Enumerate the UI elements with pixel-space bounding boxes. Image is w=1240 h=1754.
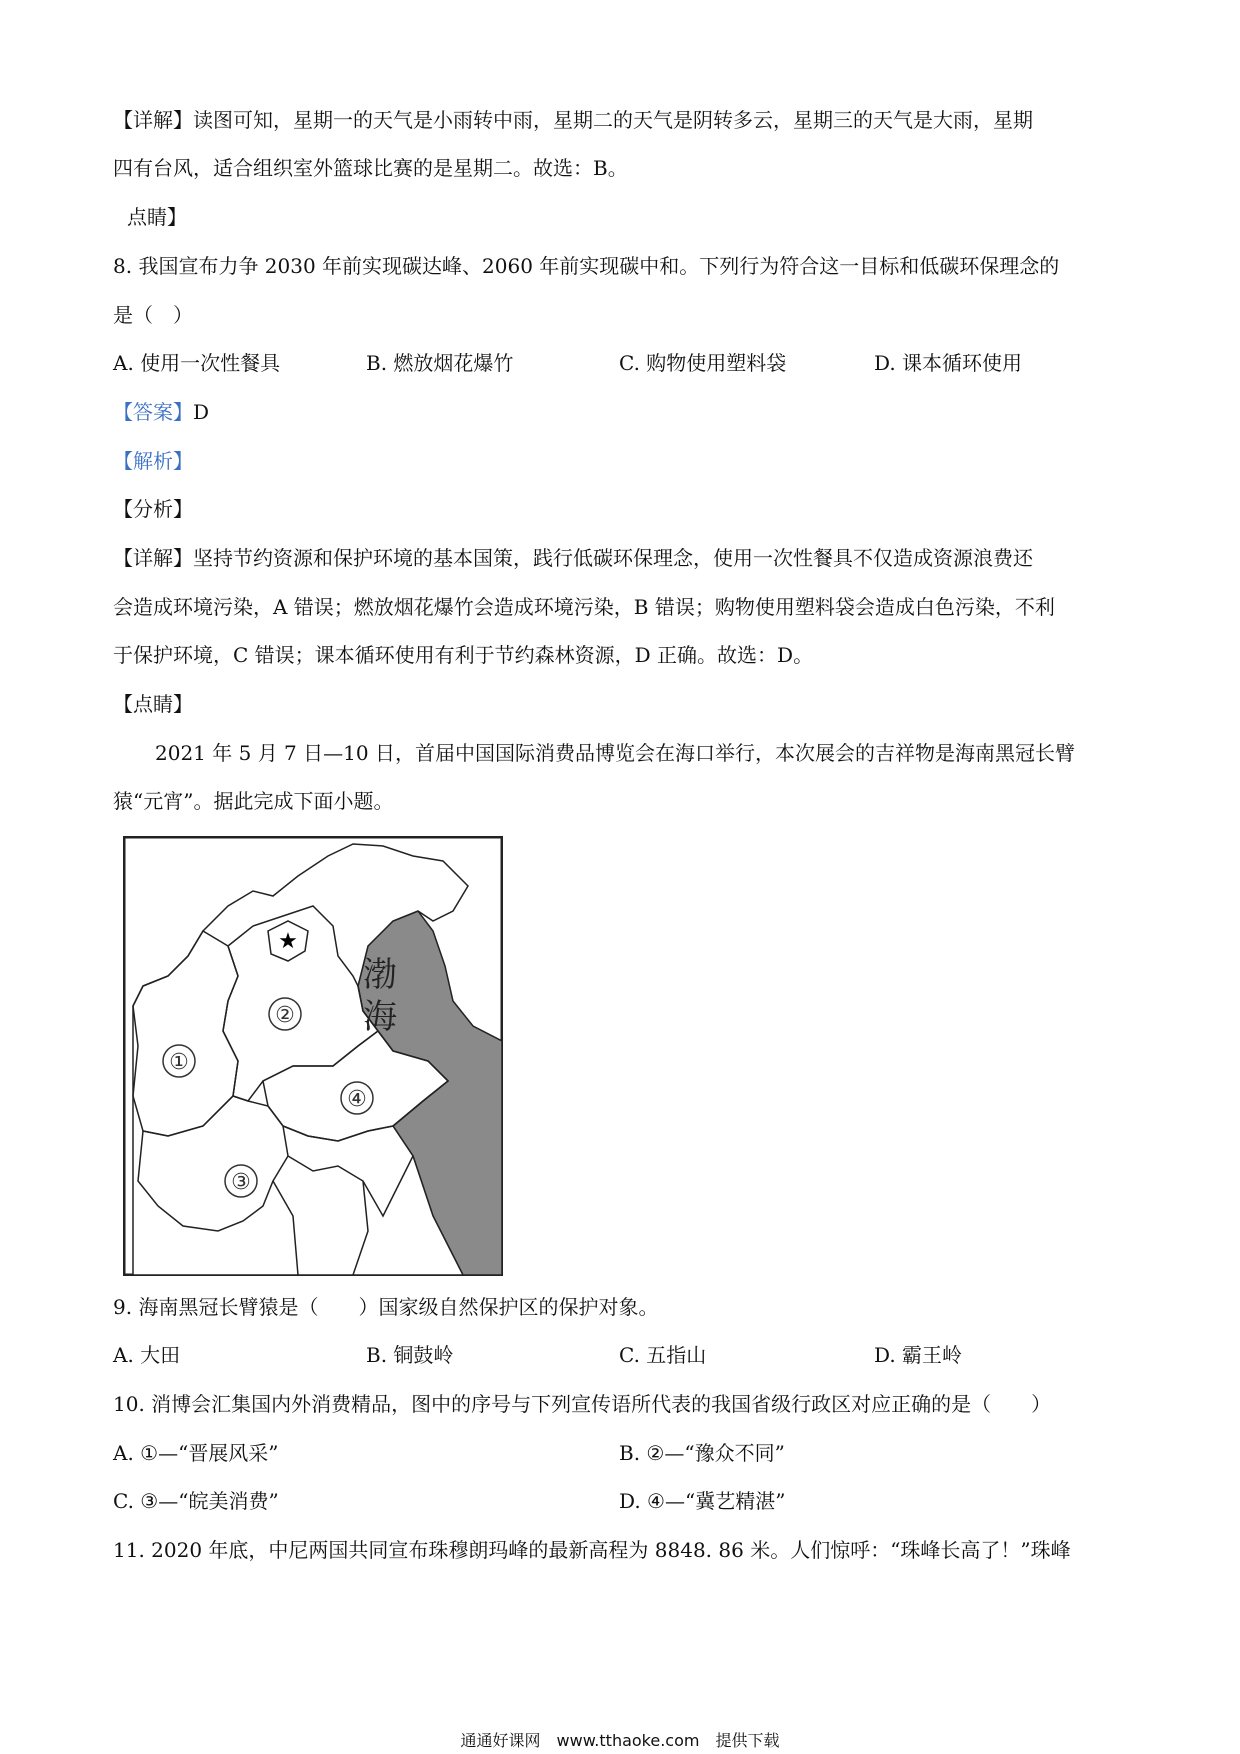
q8-stem-line-2: 是（ ） xyxy=(113,303,193,327)
q8-option-d: D. 课本循环使用 xyxy=(874,351,1023,375)
q9-option-b: B. 铜鼓岭 xyxy=(366,1343,454,1367)
q8-stem-line-1: 8. 我国宣布力争 2030 年前实现碳达峰、2060 年前实现碳中和。下列行为符合这一目标和低碳环保理念的 xyxy=(113,254,1060,278)
answer-value: D xyxy=(193,400,210,424)
q10-option-c: C. ③—“皖美消费” xyxy=(113,1489,279,1513)
q8-point-label: 【点睛】 xyxy=(113,692,193,716)
intro-line-2: 猿“元宵”。据此完成下面小题。 xyxy=(113,789,394,813)
prev-point-label: 点睛】 xyxy=(127,205,187,229)
q10-option-a: A. ①—“晋展风采” xyxy=(113,1441,279,1465)
q9-option-c: C. 五指山 xyxy=(619,1343,707,1367)
svg-text:③: ③ xyxy=(231,1170,251,1195)
svg-text:④: ④ xyxy=(347,1087,367,1112)
svg-text:②: ② xyxy=(275,1003,295,1028)
fenxi-label: 【分析】 xyxy=(113,497,193,521)
sea-label-2: 海 xyxy=(363,997,397,1037)
page-footer: 通通好课网 www.tthaoke.com 提供下载 xyxy=(460,1731,780,1750)
q11-stem: 11. 2020 年底，中尼两国共同宣布珠穆朗玛峰的最新高程为 8848. 86 米。人们惊呼：“珠峰长高了！”珠峰 xyxy=(113,1538,1071,1562)
prev-detail-line-1: 【详解】读图可知，星期一的天气是小雨转中雨，星期二的天气是阴转多云，星期三的天气是大雨，星期 xyxy=(113,108,1033,132)
prev-detail-line-2: 四有台风，适合组织室外篮球比赛的是星期二。故选：B。 xyxy=(113,156,628,180)
capital-star-icon: ★ xyxy=(278,929,298,954)
region-map xyxy=(123,836,503,1276)
q8-detail-line-3: 于保护环境，C 错误；课本循环使用有利于节约森林资源，D 正确。故选：D。 xyxy=(113,643,814,667)
analysis-label: 【解析】 xyxy=(113,449,193,473)
q8-option-a: A. 使用一次性餐具 xyxy=(113,351,281,375)
q8-option-b: B. 燃放烟花爆竹 xyxy=(366,351,514,375)
q10-option-b: B. ②—“豫众不同” xyxy=(619,1441,785,1465)
q8-detail-line-2: 会造成环境污染，A 错误；燃放烟花爆竹会造成环境污染，B 错误；购物使用塑料袋会造成白色污染，不利 xyxy=(113,595,1055,619)
q8-option-c: C. 购物使用塑料袋 xyxy=(619,351,787,375)
q8-detail-line-1: 【详解】坚持节约资源和保护环境的基本国策，践行低碳环保理念，使用一次性餐具不仅造成资源浪费还 xyxy=(113,546,1033,570)
q8-answer xyxy=(113,400,209,424)
q9-option-d: D. 霸王岭 xyxy=(874,1343,963,1367)
q9-option-a: A. 大田 xyxy=(113,1343,181,1367)
svg-text:①: ① xyxy=(169,1050,189,1075)
sea-label-1: 渤 xyxy=(363,955,397,995)
answer-label: 【答案】 xyxy=(113,400,193,424)
q9-stem: 9. 海南黑冠长臂猿是（ ）国家级自然保护区的保护对象。 xyxy=(113,1295,659,1319)
q10-stem: 10. 消博会汇集国内外消费精品，图中的序号与下列宣传语所代表的我国省级行政区对应正确的是（ ） xyxy=(113,1392,1052,1416)
intro-line-1: 2021 年 5 月 7 日—10 日，首届中国国际消费品博览会在海口举行，本次展会的吉祥物是海南黑冠长臂 xyxy=(155,741,1075,765)
q10-option-d: D. ④—“冀艺精湛” xyxy=(619,1489,786,1513)
